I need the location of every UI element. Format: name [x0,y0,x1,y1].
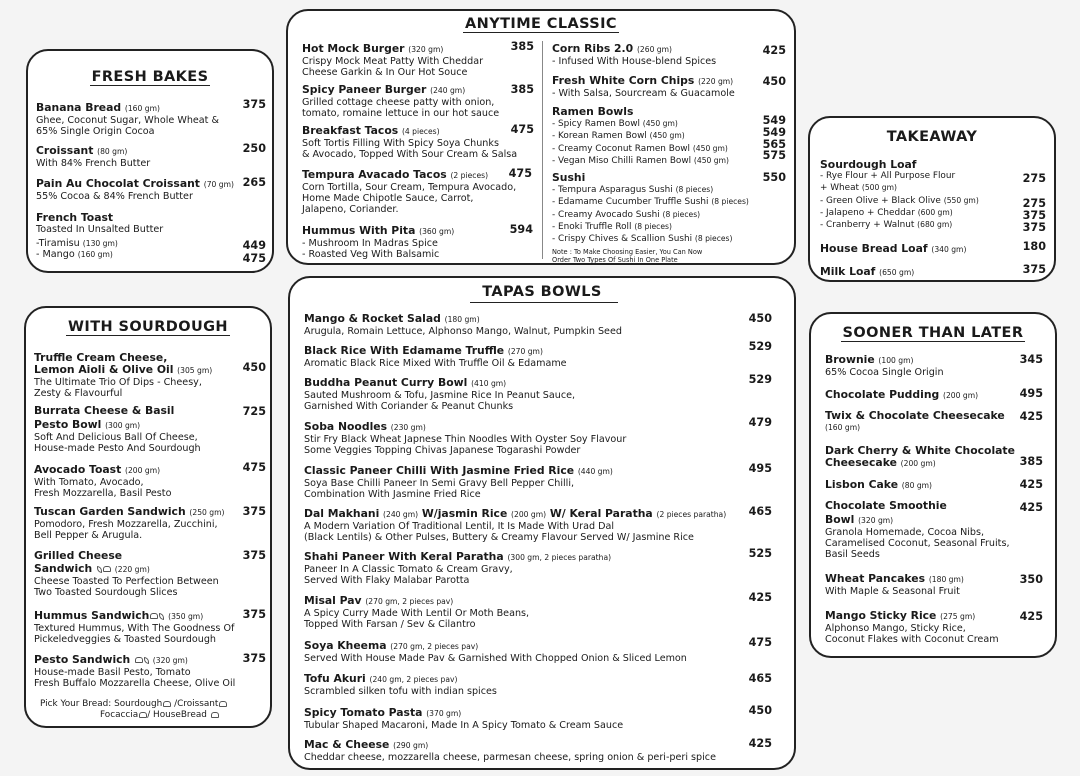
menu-item-hummus-sandwich: Hummus Sandwich (350 gm) Textured Hummus, With The Goodness Of Pickeledveggies & Toasted Sourdough [34,609,235,646]
price: 425 [1019,410,1043,423]
price: 479 [748,416,772,429]
price: 450 [762,75,786,88]
price: 495 [748,462,772,475]
menu-item-hot-mock-burger: Hot Mock Burger (320 gm) Crispy Mock Meat Patty With Cheddar Cheese Garkin & In Our Hot Souce [302,42,484,79]
price: 375 [242,505,266,518]
menu-item-lisbon-cake: Lisbon Cake (80 gm) [825,478,933,491]
price: 549 [762,114,786,127]
menu-item-ramen-bowls: Ramen Bowls - Spicy Ramen Bowl (450 gm) - Korean Ramen Bowl (450 gm) - Creamy Coconut Ramen Bowl (450 gm) - Vegan Miso Chilli Ramen Bowl (450 gm) [552,105,729,166]
price: 525 [748,547,772,560]
menu-item-corn-ribs: Corn Ribs 2.0 (260 gm) - Infused With House-blend Spices [552,42,717,67]
leaf-icon [144,657,149,664]
bread-icon [103,566,111,572]
column-divider [542,41,543,259]
price: 450 [748,704,772,717]
menu-item-french-toast: French Toast Toasted In Unsalted Butter -Tiramisu (130 gm) - Mango (160 gm) [36,211,164,261]
price: 385 [510,83,534,96]
price: 475 [242,461,266,474]
menu-item-spicy-paneer-burger: Spicy Paneer Burger (240 gm) Grilled cottage cheese patty with onion, tomato, romaine lettuce in our hot sauce [302,83,500,120]
price: 375 [1022,263,1046,276]
menu-item-croissant: Croissant (80 gm) With 84% French Butter [36,144,151,169]
menu-item-shahi-paneer: Shahi Paneer With Keral Paratha (300 gm, 2 pieces paratha) Paneer In A Classic Tomato & Cream Gravy, Served With Flaky Malabar Parotta [304,550,612,587]
menu-item-spicy-tomato-pasta: Spicy Tomato Pasta (370 gm) Tubular Shaped Macaroni, Made In A Spicy Tomato & Cream Sauce [304,706,624,731]
price: 465 [748,672,772,685]
takeaway-panel [808,116,1056,282]
price: 465 [748,505,772,518]
bread-icon [135,657,143,663]
menu-item-black-rice: Black Rice With Edamame Truffle (270 gm) Aromatic Black Rice Mixed With Truffle Oil & Edamame [304,344,567,369]
price: 450 [242,361,266,374]
bread-choice-note: Pick Your Bread: Sourdough /Croissant Focaccia / HouseBread [40,699,227,722]
with-sourdough-panel [24,306,272,728]
menu-item-tempura-avocado-tacos: Tempura Avacado Tacos (2 pieces) Corn Tortilla, Sour Cream, Tempura Avocado, Home Made Chipotle Sauce, Carrot, Jalapeno, Coriander. [302,168,517,216]
menu-item-tofu-akuri: Tofu Akuri (240 gm, 2 pieces pav) Scrambled silken tofu with indian spices [304,672,497,697]
price: 375 [242,608,266,621]
fresh-bakes-title: FRESH BAKES [91,69,209,85]
price: 275 [1022,172,1046,185]
bread-icon [219,701,227,707]
menu-item-misal-pav: Misal Pav (270 gm, 2 pieces pav) A Spicy Curry Made With Lentil Or Moth Beans, Topped With Farsan / Sev & Cilantro [304,594,530,631]
menu-item-dal-makhani: Dal Makhani (240 gm) W/jasmin Rice (200 gm) W/ Keral Paratha (2 pieces paratha) A Modern Variation Of Traditional Lentil, It Is Made With Urad Dal (Black Lentils) & Other Pulses, Buttery & Creamy Flavour Served W/ Jasmine Rice [304,507,727,544]
bread-icon [211,712,219,718]
menu-item-dark-cherry-cheesecake: Dark Cherry & White Chocolate Cheesecake (200 gm) [825,444,1015,469]
menu-item-hummus-with-pita: Hummus With Pita (360 gm) - Mushroom In Madras Spice - Roasted Veg With Balsamic [302,224,455,261]
menu-item-grilled-cheese-sandwich: Grilled Cheese Sandwich (220 gm) Cheese Toasted To Perfection Between Two Toasted Sourdough Slices [34,549,219,599]
menu-item-brownie: Brownie (100 gm) 65% Cocoa Single Origin [825,353,944,378]
price: 375 [242,549,266,562]
price: 549 [762,126,786,139]
menu-item-soba-noodles: Soba Noodles (230 gm) Stir Fry Black Wheat Japnese Thin Noodles With Oyster Soy Flavour Some Veggies Topping Chivas Japanese Togarashi Powder [304,420,627,457]
sooner-than-later-panel [809,312,1057,658]
bread-icon [163,701,171,707]
price: 450 [748,312,772,325]
price: 385 [510,40,534,53]
price: 550 [762,171,786,184]
price: 565 [762,138,786,151]
menu-item-mac-and-cheese: Mac & Cheese (290 gm) Cheddar cheese, mozzarella cheese, parmesan cheese, spring onion & peri-peri spice [304,738,716,763]
menu-item-sourdough-loaf: Sourdough Loaf - Rye Flour + All Purpose Flour + Wheat (500 gm) - Green Olive + Black Olive (550 gm) - Jalapeno + Cheddar (600 gm) - Cranberry + Walnut (680 gm) [820,158,979,231]
menu-item-corn-chips: Fresh White Corn Chips (220 gm) - With Salsa, Sourcream & Guacamole [552,74,735,99]
price: 250 [242,142,266,155]
price: 375 [242,652,266,665]
tapas-bowls-title: TAPAS BOWLS [482,284,602,300]
price: 375 [1022,221,1046,234]
price: 475 [508,167,532,180]
price: 475 [748,636,772,649]
with-sourdough-title: WITH SOURDOUGH [68,319,228,335]
price: 375 [1022,209,1046,222]
price: 425 [762,44,786,57]
price: 475 [242,252,266,265]
price: 375 [242,98,266,111]
leaf-icon [159,613,164,620]
bread-icon [139,712,147,718]
anytime-classic-title: ANYTIME CLASSIC [465,16,617,32]
anytime-classic-panel [286,9,796,265]
menu-item-milk-loaf: Milk Loaf (650 gm) [820,265,915,278]
menu-item-mango-sticky-rice: Mango Sticky Rice (275 gm) Alphonso Mango, Sticky Rice, Coconut Flakes with Coconut Cream [825,609,999,646]
menu-item-house-bread-loaf: House Bread Loaf (340 gm) [820,242,967,255]
menu-item-avocado-toast: Avocado Toast (200 gm) With Tomato, Avocado, Fresh Mozzarella, Basil Pesto [34,463,172,500]
price: 345 [1019,353,1043,366]
price: 350 [1019,573,1043,586]
price: 275 [1022,197,1046,210]
sooner-than-later-title: SOONER THAN LATER [842,325,1024,341]
tapas-bowls-panel [288,276,796,770]
price: 425 [1019,478,1043,491]
menu-item-tuscan-garden-sandwich: Tuscan Garden Sandwich (250 gm) Pomodoro, Fresh Mozzarella, Zucchini, Bell Pepper & Arugula. [34,505,225,542]
menu-item-wheat-pancakes: Wheat Pancakes (180 gm) With Maple & Seasonal Fruit [825,572,964,597]
price: 475 [510,123,534,136]
price: 529 [748,340,772,353]
menu-item-pesto-sandwich: Pesto Sandwich (320 gm) House-made Basil Pesto, Tomato Fresh Buffalo Mozzarella Cheese, Olive Oil [34,653,236,690]
price: 425 [748,737,772,750]
price: 265 [242,176,266,189]
menu-item-chocolate-smoothie-bowl: Chocolate Smoothie Bowl (320 gm) Granola Homemade, Cocoa Nibs, Caramelised Coconut, Seasonal Fruits, Basil Seeds [825,499,1010,561]
menu-item-pain-au-chocolat: Pain Au Chocolat Croissant (70 gm) 55% Cocoa & 84% French Butter [36,177,234,202]
fresh-bakes-panel [26,49,274,273]
menu-item-chocolate-pudding: Chocolate Pudding (200 gm) [825,388,979,401]
price: 529 [748,373,772,386]
bread-icon [150,613,158,619]
price: 449 [242,239,266,252]
menu-item-classic-paneer-chilli: Classic Paneer Chilli With Jasmine Fried Rice (440 gm) Soya Base Chilli Paneer In Semi Gravy Bell Pepper Chilli, Combination With Jasmine Fried Rice [304,464,613,501]
price: 425 [1019,501,1043,514]
title-underline [470,302,618,303]
price: 180 [1022,240,1046,253]
price: 385 [1019,455,1043,468]
menu-item-banana-bread: Banana Bread (160 gm) Ghee, Coconut Sugar, Whole Wheat & 65% Single Origin Cocoa [36,101,219,138]
menu-item-mango-rocket-salad: Mango & Rocket Salad (180 gm) Arugula, Romain Lettuce, Alphonso Mango, Walnut, Pumpkin Seed [304,312,622,337]
price: 425 [748,591,772,604]
price: 725 [242,405,266,418]
menu-item-twix-cheesecake: Twix & Chocolate Cheesecake (160 gm) [825,409,1005,432]
menu-item-burrata-cheese: Burrata Cheese & Basil Pesto Bowl (300 gm) Soft And Delicious Ball Of Cheese, House-made Pesto And Sourdough [34,404,201,455]
menu-item-buddha-peanut-curry: Buddha Peanut Curry Bowl (410 gm) Sauted Mushroom & Tofu, Jasmine Rice In Peanut Sauce, Garnished With Coriander & Peanut Chunks [304,376,576,413]
takeaway-title: TAKEAWAY [886,129,978,145]
price: 575 [762,149,786,162]
menu-item-soya-kheema: Soya Kheema (270 gm, 2 pieces pav) Served With House Made Pav & Garnished With Chopped Onion & Sliced Lemon [304,639,687,664]
price: 594 [509,223,533,236]
menu-item-truffle-cream-cheese: Truffle Cream Cheese, Lemon Aioli & Olive Oil (305 gm) The Ultimate Trio Of Dips - Cheesy, Zesty & Flavourful [34,351,213,400]
menu-item-breakfast-tacos: Breakfast Tacos (4 pieces) Soft Tortis Filling With Spicy Soya Chunks & Avocado, Topped With Sour Cream & Salsa [302,124,518,161]
leaf-icon [97,566,102,573]
price: 495 [1019,387,1043,400]
menu-item-sushi: Sushi - Tempura Asparagus Sushi (8 pieces) - Edamame Cucumber Truffle Sushi (8 pieces) - Creamy Avocado Sushi (8 pieces) - Enoki Truffle Roll (8 pieces) - Crispy Chives & Scallion Sushi (8 pieces) Note : To Make Choosing Easier, You Can Now Order Two Types Of Sushi In One Plate [552,171,749,265]
price: 425 [1019,610,1043,623]
